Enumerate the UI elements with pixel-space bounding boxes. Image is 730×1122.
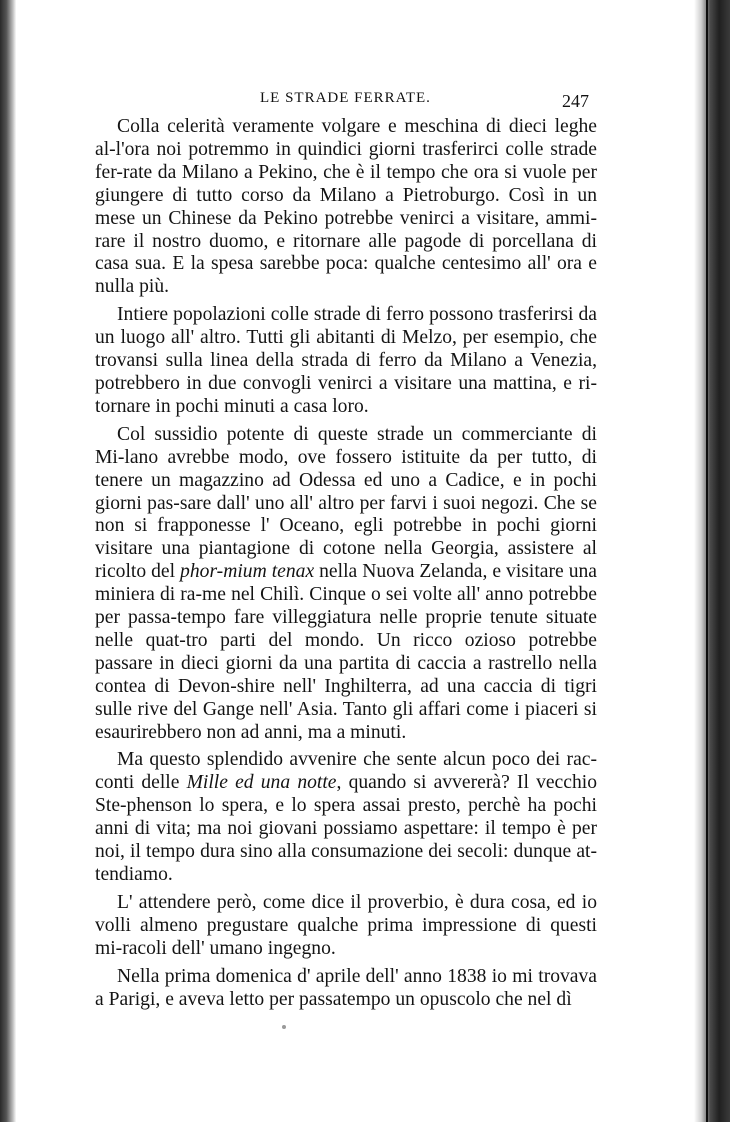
paragraph-text: , quando si avvererà? Il vecchio Ste-phenson lo spera, e lo spera assai presto, perchè ha pochi anni di vita; ma noi giovani possiamo aspettare: il tempo è per noi, il tempo dura sino alla consumazione dei secoli: dunque at-tendiamo.: [95, 772, 597, 885]
italic-title: Mille ed una notte: [186, 772, 337, 794]
paragraph-text: Col sussidio potente di queste strade un commerciante di Mi-lano avrebbe modo, ove fossero istituite da per tutto, di tenere un magazzino ad Odessa ed uno a Cadice, e in pochi giorni pas-sare dall' uno all' altro per farvi i suoi negozi. Che se non si frapponesse l' Oceano, egli potrebbe in pochi giorni visitare una piantagione di cotone nella Georgia, assistere al ricolto del: [95, 423, 597, 583]
binding-shadow: [0, 0, 16, 1122]
italic-term: phor-mium tenax: [180, 561, 315, 583]
paragraph: Intiere popolazioni colle strade di ferro possono trasferirsi da un luogo all' altro. Tutti gli abitanti di Melzo, per esempio, che trovansi sulla linea della strada di ferro da Milano a Venezia, potrebbero in due convogli venirci a visitare una mattina, e ri-tornare in pochi minuti a casa loro.: [95, 304, 597, 417]
ink-speck: [282, 1025, 286, 1029]
page-number: 247: [562, 91, 589, 111]
running-title: LE STRADE FERRATE.: [260, 90, 431, 106]
paragraph: Colla celerità veramente volgare e meschina di dieci leghe al-l'ora noi potremmo in quindici giorni trasferirci colle strade fer-rate da Milano a Pekino, che è il tempo che ora si vuole per giungere di tutto corso da Milano a Pietroburgo. Così in un mese un Chinese da Pekino potrebbe venirci a visitare, ammi-rare il nostro duomo, e ritornare alle pagode di porcellana di casa sua. E la spesa sarebbe poca: qualche centesimo all' ora e nulla più.: [95, 116, 597, 298]
page-edge-shadow: [694, 0, 730, 1122]
running-head: [100, 90, 600, 114]
paragraph: Nella prima domenica d' aprile dell' anno 1838 io mi trovava a Parigi, e aveva letto per passatempo un opuscolo che nel dì: [95, 965, 597, 1010]
body-text: [95, 116, 597, 1011]
paragraph: [95, 749, 597, 886]
paragraph: [95, 424, 597, 745]
paragraph-text: Ma questo splendido avvenire che sente alcun poco dei rac-conti delle: [95, 749, 597, 794]
paragraph-text: nella Nuova Zelanda, e visitare una miniera di ra-me nel Chilì. Cinque o sei volte all' anno potrebbe per passa-tempo fare villeggiatura nelle proprie tenute situate nelle quat-tro parti del mondo. Un ricco ozioso potrebbe passare in dieci giorni da una partita di caccia a rastrello nella contea di Devon-shire nell' Inghilterra, ad una caccia di tigri sulle rive del Gange nell' Asia. Tanto gli affari come i piaceri si esaurirebbero non ad anni, ma a minuti.: [95, 561, 597, 743]
paragraph: L' attendere però, come dice il proverbio, è dura cosa, ed io volli almeno pregustare qualche prima impressione di questi mi-racoli dell' umano ingegno.: [95, 891, 597, 959]
